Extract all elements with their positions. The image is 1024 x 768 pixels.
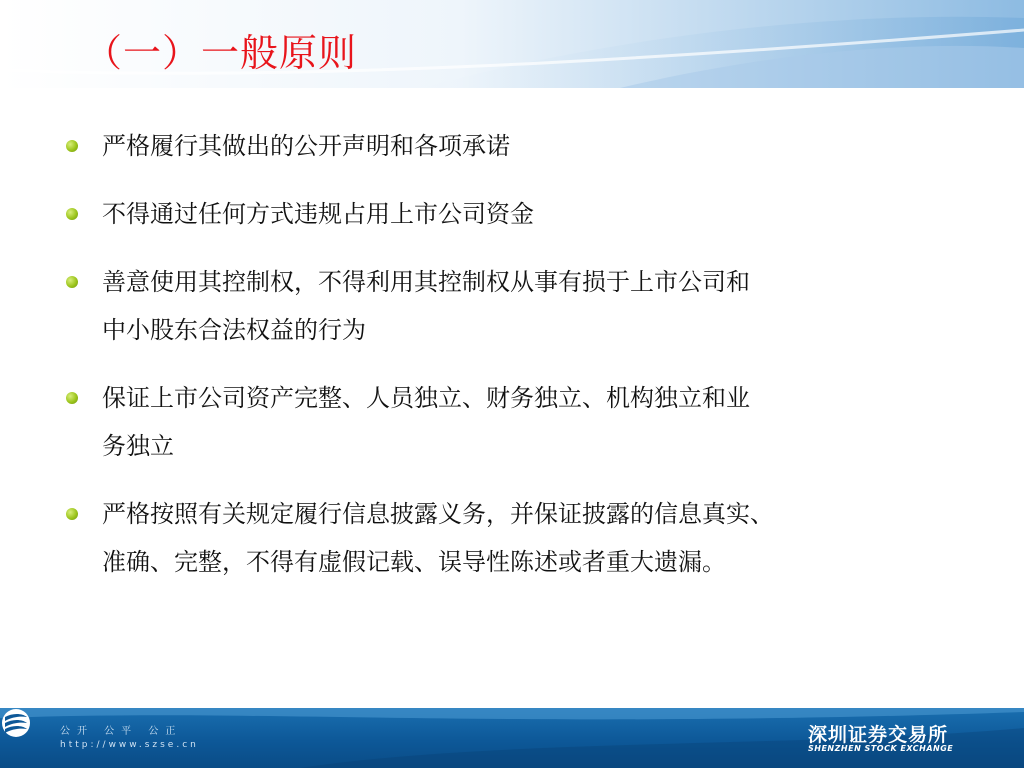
bullet-list bbox=[66, 122, 966, 606]
bullet-text-line: 严格履行其做出的公开声明和各项承诺 bbox=[102, 132, 510, 160]
bullet-dot-icon bbox=[66, 276, 78, 288]
bullet-dot-icon bbox=[66, 140, 78, 152]
footer-logo-english: SHENZHEN STOCK EXCHANGE bbox=[808, 744, 954, 753]
bullet-text-line: 务独立 bbox=[102, 432, 174, 460]
bullet-item bbox=[66, 258, 966, 354]
footer-slogan: 公开 公平 公正 bbox=[60, 726, 183, 737]
bullet-item bbox=[66, 122, 966, 170]
bullet-text-line: 准确、完整，不得有虚假记载、误导性陈述或者重大遗漏。 bbox=[102, 548, 726, 576]
footer-website: http://www.szse.cn bbox=[60, 740, 199, 750]
bullet-dot-icon bbox=[66, 508, 78, 520]
header-banner bbox=[0, 0, 1024, 88]
bullet-item bbox=[66, 190, 966, 238]
bullet-text-line: 不得通过任何方式违规占用上市公司资金 bbox=[102, 200, 534, 228]
bullet-text-line: 中小股东合法权益的行为 bbox=[102, 316, 366, 344]
bullet-text-line: 保证上市公司资产完整、人员独立、财务独立、机构独立和业 bbox=[102, 384, 750, 412]
footer-bar bbox=[0, 708, 1024, 768]
bullet-item bbox=[66, 490, 966, 586]
page-title: （一）一般原则 bbox=[84, 31, 358, 75]
bullet-dot-icon bbox=[66, 392, 78, 404]
szse-logo-icon bbox=[0, 708, 32, 738]
bullet-dot-icon bbox=[66, 208, 78, 220]
bullet-text-line: 严格按照有关规定履行信息披露义务，并保证披露的信息真实、 bbox=[102, 500, 774, 528]
bullet-text-line: 善意使用其控制权，不得利用其控制权从事有损于上市公司和 bbox=[102, 268, 750, 296]
footer-logo-chinese: 深圳证券交易所 bbox=[808, 724, 949, 746]
bullet-item bbox=[66, 374, 966, 470]
